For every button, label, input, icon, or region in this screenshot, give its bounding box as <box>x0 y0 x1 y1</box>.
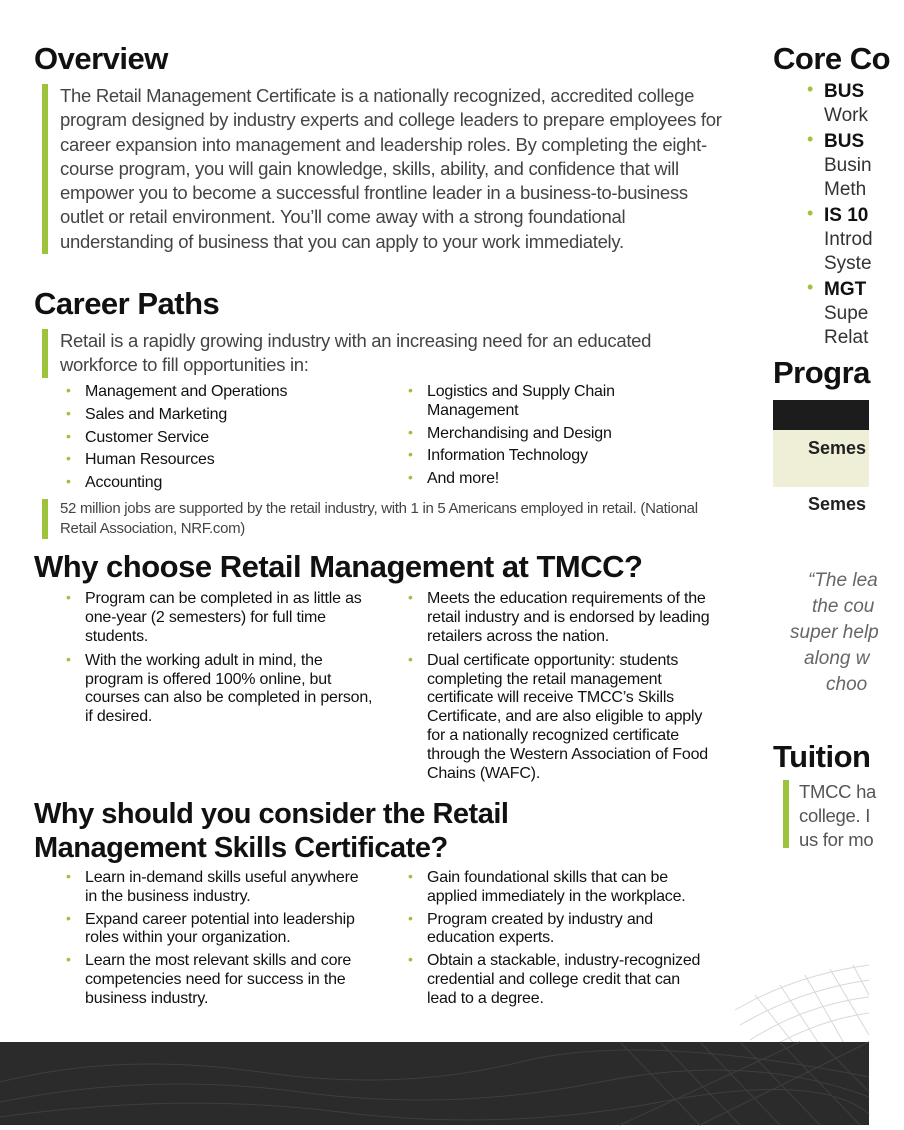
list-item: • Program can be completed in as little as one-year (2 semesters) for full time students. <box>66 590 376 646</box>
list-item: • Dual certificate opportunity: students completing the retail management certificate will receive TMCC’s Skills Certificate, and are also eligible to apply for a nationally recognized certificate through the Western Association of Food Chains (WAFC). <box>408 652 713 784</box>
course-desc: Syste <box>824 253 872 274</box>
why-consider-list-right <box>408 869 713 1013</box>
tuition-line: college. I <box>799 805 871 826</box>
course-code: • MGT <box>824 279 867 300</box>
list-item: • Learn in-demand skills useful anywhere in the business industry. <box>66 869 366 907</box>
program-heading: Progra <box>773 355 870 390</box>
list-item: • Accounting <box>66 474 386 493</box>
course-desc: Supe <box>824 303 869 324</box>
list-item: • Merchandising and Design <box>408 425 648 444</box>
list-item: • Information Technology <box>408 447 648 466</box>
list-item: • Logistics and Supply Chain Management <box>408 383 648 421</box>
list-item: • Learn the most relevant skills and core competencies need for success in the business industry. <box>66 952 366 1008</box>
why-choose-list-left <box>66 590 376 733</box>
list-item: • Customer Service <box>66 429 386 448</box>
course-desc: Relat <box>824 327 869 348</box>
list-item: • Expand career potential into leadership roles within your organization. <box>66 911 366 949</box>
semester-label-2: Semes <box>808 494 867 514</box>
course-code: • BUS <box>824 81 865 102</box>
list-item: • Meets the education requirements of the retail industry and is endorsed by leading retailers across the nation. <box>408 590 713 646</box>
course-desc: Work <box>824 105 868 126</box>
career-intro: Retail is a rapidly growing industry with an increasing need for an educated workforce to fill opportunities in: <box>42 329 702 378</box>
why-consider-list-left <box>66 869 366 1013</box>
list-item: • Sales and Marketing <box>66 406 386 425</box>
course-item <box>804 80 904 128</box>
tuition-line: TMCC ha <box>799 781 877 802</box>
quote-line: along w <box>804 648 870 669</box>
list-item: • Management and Operations <box>66 383 386 402</box>
career-list-right <box>408 383 648 493</box>
course-item <box>804 278 904 350</box>
quote-line: the cou <box>812 596 875 617</box>
why-consider-heading-line1: Why should you consider the Retail <box>34 798 509 830</box>
career-note: 52 million jobs are supported by the retail industry, with 1 in 5 Americans employed in retail. (National Retail Association, NRF.com) <box>42 499 722 539</box>
tuition-heading: Tuition <box>773 739 871 774</box>
program-table-header <box>773 400 869 430</box>
course-desc: Meth <box>824 179 867 200</box>
list-item: • Human Resources <box>66 451 386 470</box>
career-heading: Career Paths <box>34 286 220 321</box>
quote-line: super help <box>790 622 879 643</box>
list-item: • Gain foundational skills that can be applied immediately in the workplace. <box>408 869 713 907</box>
course-code: • BUS <box>824 131 865 152</box>
course-item <box>804 130 904 202</box>
list-item: • Program created by industry and education experts. <box>408 911 713 949</box>
list-item: • Obtain a stackable, industry-recognized credential and college credit that can lead to a degree. <box>408 952 713 1008</box>
course-desc: Busin <box>824 155 872 176</box>
why-choose-list-right <box>408 590 713 789</box>
quote-line: choo <box>826 674 868 695</box>
semester-label-1: Semes <box>808 438 867 458</box>
overview-text: The Retail Management Certificate is a nationally recognized, accredited college program designed by industry experts and college leaders to prepare employees for career expansion into management and leadership roles. By completing the eight-course program, you will gain knowledge, skills, ability, and confidence that will empower you to become a successful frontline leader in a business-to-business outlet or retail environment. You’ll come away with a strong foundational understanding of business that you can apply to your work immediately. <box>42 84 722 254</box>
overview-heading: Overview <box>34 41 168 76</box>
list-item: • With the working adult in mind, the program is offered 100% online, but courses can also be completed in person, if desired. <box>66 652 376 727</box>
tuition-text <box>783 780 877 850</box>
why-consider-heading-line2: Management Skills Certificate? <box>34 832 448 864</box>
core-courses-heading: Core Co <box>773 41 891 76</box>
why-choose-heading: Why choose Retail Management at TMCC? <box>34 549 643 584</box>
core-courses-list <box>804 80 904 352</box>
course-desc: Introd <box>824 229 873 250</box>
decorative-mesh <box>735 955 869 1045</box>
list-item: • And more! <box>408 470 648 489</box>
course-code: • IS 10 <box>824 205 869 226</box>
tuition-line: us for mo <box>799 829 874 850</box>
course-item <box>804 204 904 276</box>
career-list-left <box>66 383 386 497</box>
quote-line: “The lea <box>808 570 878 591</box>
footer-band <box>0 1042 869 1125</box>
footer-pattern <box>0 1042 869 1125</box>
